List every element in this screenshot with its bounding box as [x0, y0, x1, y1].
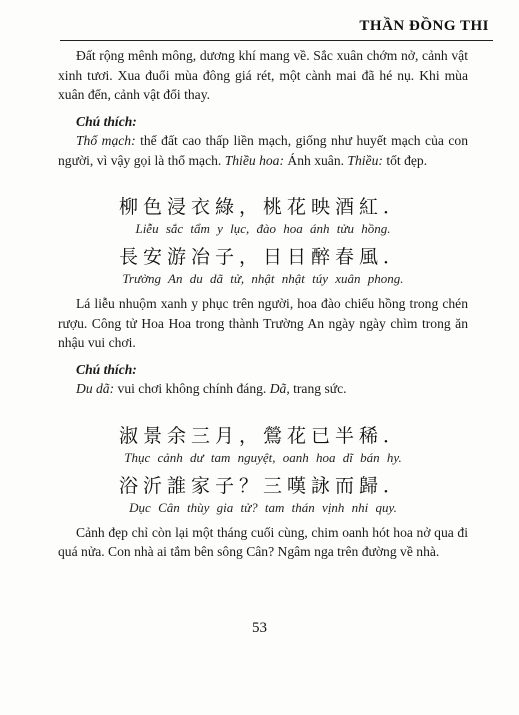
note-body-1 — [58, 131, 468, 170]
note-term-thieu: Thiều: — [347, 152, 383, 168]
page-number: 53 — [252, 620, 267, 636]
note-heading-2: Chú thích: — [76, 361, 137, 377]
header-rule — [60, 40, 493, 41]
poem-2-line-1-translit: Liễu sắc tẩm y lục, đào hoa ánh tửu hồng. — [135, 221, 391, 236]
note-body-2 — [58, 379, 468, 399]
note-term-tho-mach: Thổ mạch: — [76, 133, 136, 148]
note-text-du-da: vui chơi không chính đáng. — [114, 381, 270, 396]
note-text-da: trang sức. — [289, 381, 347, 396]
translation-paragraph-2: Lá liễu nhuộm xanh y phục trên người, hoa đào chiếu hồng trong chén rượu. Công tử Hoa Hoa trong thành Trường An ngày ngày chìm trong ăn nhậu vui chơi. — [58, 296, 468, 350]
poem-2-line-2-translit: Trường An du dã tử, nhật nhật túy xuân phong. — [122, 271, 404, 286]
note-text-tho-mach: thế đất cao thấp liền mạch, giống như huyết mạch của con người, vì vậy gọi là thổ mạch. — [58, 133, 468, 168]
poem-3-line-1-han: 淑景余三月，鶯花已半稀． — [118, 424, 407, 447]
translation-paragraph-1: Đất rộng mênh mông, dương khí mang về. Sắc xuân chớm nở, cảnh vật xinh tươi. Xua đuổi mùa đông giá rét, một cành mai đã hé nụ. Khi mùa xuân đến, cảnh vật đổi thay. — [58, 48, 468, 102]
running-title: THẦN ĐỒNG THI — [359, 18, 489, 34]
poem-2-line-1-han: 柳色浸衣綠，桃花映酒紅． — [118, 196, 407, 218]
note-text-thieu-hoa: Ánh xuân. — [283, 152, 348, 168]
poem-3-line-2-han: 浴沂誰家子？三嘆詠而歸． — [118, 474, 407, 497]
note-term-thieu-hoa: Thiều hoa: — [224, 152, 284, 168]
poem-3-line-2-translit: Dục Cân thùy gia tử? tam thán vịnh nhi quy. — [129, 499, 397, 515]
note-term-du-da: Du dã: — [76, 381, 115, 396]
poem-3-line-1-translit: Thục cảnh dư tam nguyệt, oanh hoa dĩ bán hy. — [124, 449, 402, 465]
note-term-da: Dã, — [269, 381, 290, 396]
poem-block-2 — [58, 194, 468, 288]
poem-block-3 — [58, 423, 468, 517]
note-heading-1: Chú thích: — [76, 113, 137, 129]
translation-paragraph-3: Cảnh đẹp chỉ còn lại một tháng cuối cùng, chim oanh hót hoa nở qua đi quá nửa. Con nhà ai tắm bên sông Cân? Ngâm nga trên đường về nhà. — [58, 524, 468, 559]
note-text-thieu: tốt đẹp. — [382, 152, 428, 168]
poem-2-line-2-han: 長安游冶子，日日醉春風． — [118, 246, 407, 268]
page-body — [58, 46, 468, 562]
